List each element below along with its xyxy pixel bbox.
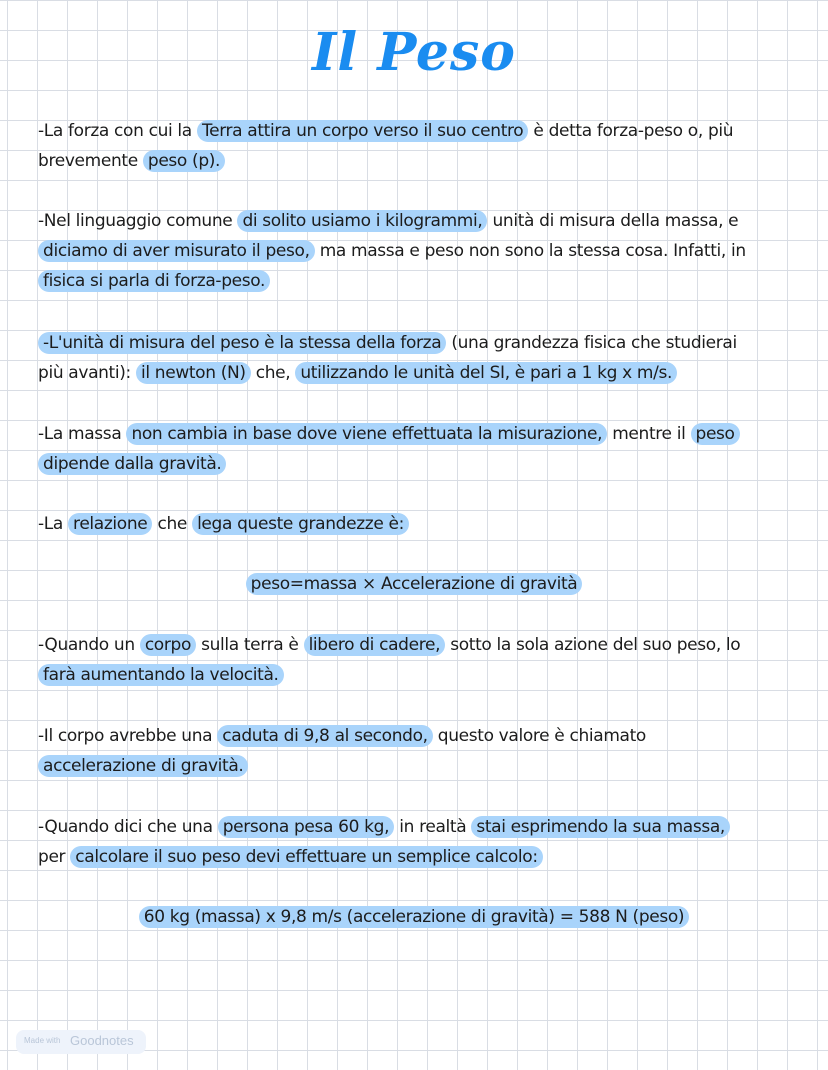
highlight: corpo	[140, 634, 196, 656]
highlight: di solito usiamo i kilogrammi,	[237, 210, 487, 232]
note-line	[38, 330, 737, 356]
note-line	[38, 118, 733, 144]
highlight: lega queste grandezze è:	[192, 513, 409, 535]
text: -La	[38, 514, 63, 534]
page-title: Il Peso	[312, 22, 516, 83]
text: (una grandezza fisica che studierai	[451, 333, 737, 353]
made-with-label: Made with	[24, 1036, 61, 1045]
text: -Quando un	[38, 635, 135, 655]
highlight: diciamo di aver misurato il peso,	[38, 240, 315, 262]
highlight: -L'unità di misura del peso è la stessa della forza	[38, 332, 446, 354]
note-line	[38, 814, 730, 840]
highlight: fisica si parla di forza-peso.	[38, 270, 270, 292]
highlight: peso (p).	[143, 150, 225, 172]
note-line	[38, 238, 746, 264]
brand-label: Goodnotes	[70, 1033, 134, 1048]
text: sulla terra è	[201, 635, 299, 655]
highlight: relazione	[68, 513, 152, 535]
text: questo valore è chiamato	[437, 726, 646, 746]
text: brevemente	[38, 151, 138, 171]
note-line	[38, 511, 409, 537]
highlight: libero di cadere,	[304, 634, 446, 656]
text: sotto la sola azione del suo peso, lo	[450, 635, 741, 655]
highlight: utilizzando le unità del SI, è pari a 1 kg x m/s.	[295, 362, 677, 384]
highlight: peso=massa × Accelerazione di gravità	[246, 573, 583, 595]
text: ma massa e peso non sono la stessa cosa. Infatti, in	[319, 241, 746, 261]
text: in realtà	[399, 817, 467, 837]
highlight: il newton (N)	[136, 362, 251, 384]
highlight: stai esprimendo la sua massa,	[471, 816, 730, 838]
highlight: farà aumentando la velocità.	[38, 664, 284, 686]
highlight: persona pesa 60 kg,	[218, 816, 394, 838]
highlight: 60 kg (massa) x 9,8 m/s (accelerazione di gravità) = 588 N (peso)	[139, 906, 689, 928]
text: è detta forza-peso o, più	[533, 121, 734, 141]
note-line	[38, 421, 740, 447]
highlight: calcolare il suo peso devi effettuare un semplice calcolo:	[70, 846, 542, 868]
text: che,	[255, 363, 291, 383]
goodnotes-watermark	[16, 1030, 146, 1054]
text: che	[157, 514, 187, 534]
highlight: dipende dalla gravità.	[38, 453, 226, 475]
note-line	[38, 662, 284, 688]
text: mentre il	[612, 424, 686, 444]
highlight: caduta di 9,8 al secondo,	[217, 725, 432, 747]
note-line	[38, 148, 225, 174]
text: -Quando dici che una	[38, 817, 213, 837]
note-line	[38, 844, 543, 870]
text: più avanti):	[38, 363, 131, 383]
highlight: non cambia in base dove viene effettuata la misurazione,	[126, 423, 607, 445]
text: -La forza con cui la	[38, 121, 192, 141]
note-line	[38, 268, 270, 294]
note-line	[38, 753, 248, 779]
text: per	[38, 847, 66, 867]
note-line	[38, 451, 226, 477]
formula-line	[0, 571, 828, 597]
text: -Nel linguaggio comune	[38, 211, 233, 231]
note-line	[38, 360, 677, 386]
text: -Il corpo avrebbe una	[38, 726, 213, 746]
highlight: Terra attira un corpo verso il suo centro	[197, 120, 528, 142]
note-line	[38, 632, 740, 658]
highlight: accelerazione di gravità.	[38, 755, 248, 777]
text: -La massa	[38, 424, 122, 444]
text: unità di misura della massa, e	[492, 211, 739, 231]
note-line	[38, 723, 646, 749]
formula-line	[0, 904, 828, 930]
note-line	[38, 208, 738, 234]
highlight: peso	[691, 423, 740, 445]
